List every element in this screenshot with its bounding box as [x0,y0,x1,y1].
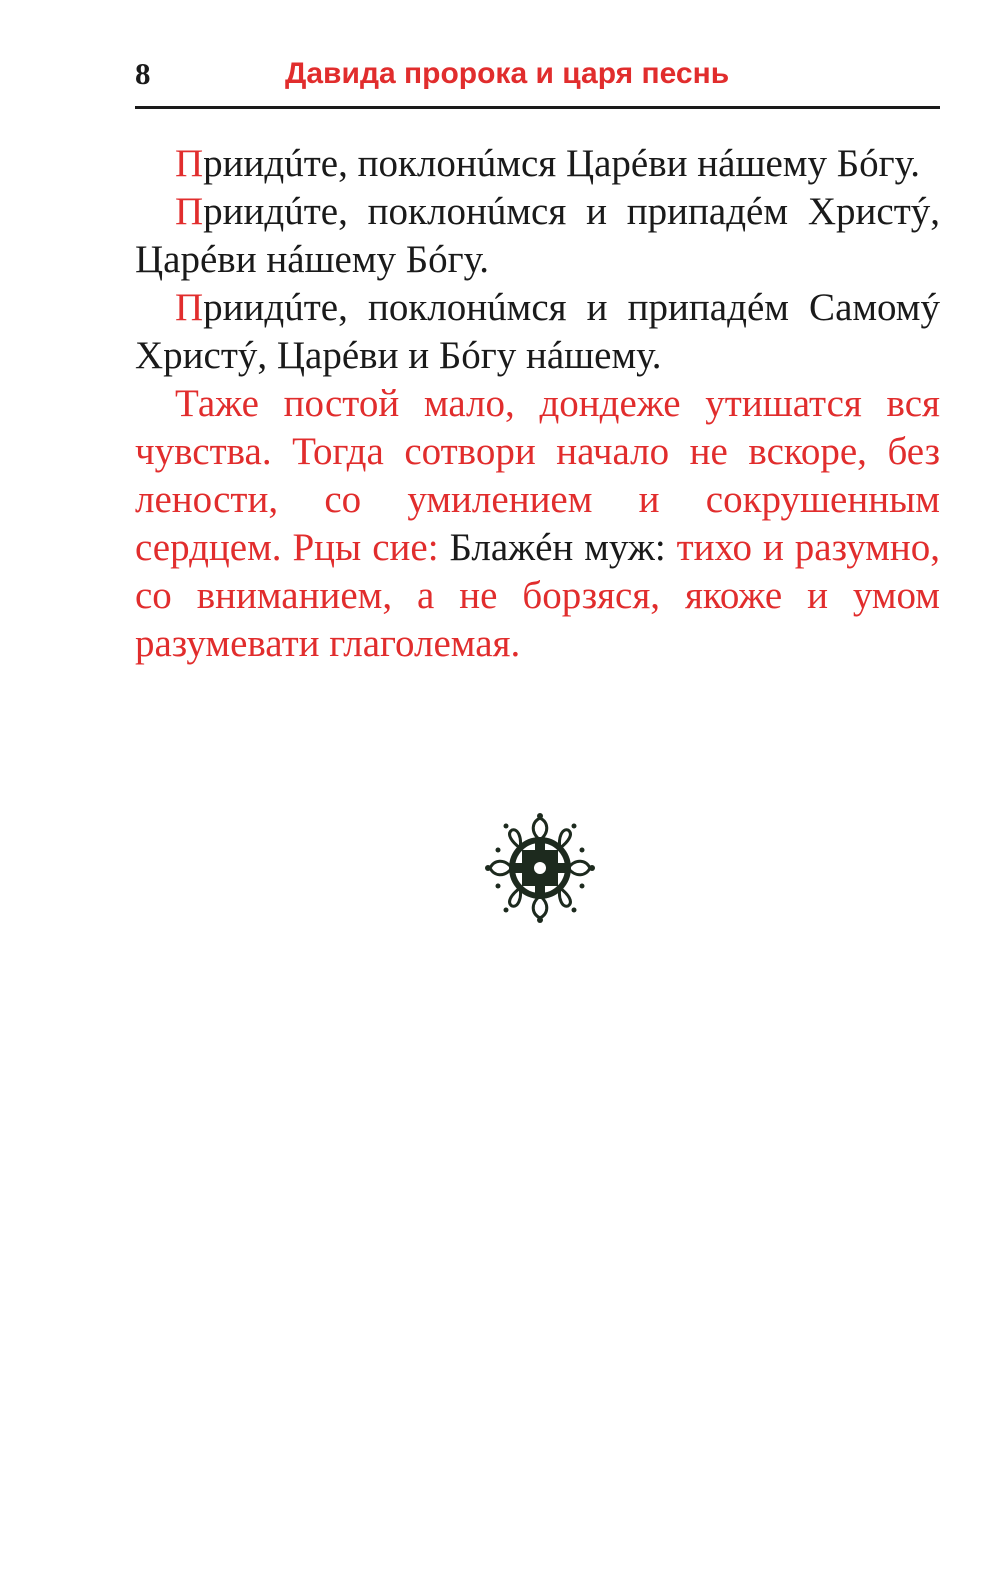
invocation-text: риидúте, поклонúмся и припадéм Христý, Царéви нáшему Бóгу. [135,190,940,281]
page-number: 8 [135,56,151,91]
invocation-paragraph-2 [135,188,940,284]
page-body [135,140,940,668]
cross-ornament-icon [484,812,596,924]
page-header [135,52,940,102]
invocation-text: риидúте, поклонúмся и припадéм Самомý Христý, Царéви и Бóгу нáшему. [135,286,940,377]
header-divider [135,106,940,109]
rubric-text: Таже постой мало, дондеже утишатся вся чувства. Тогда сотвори начало не вскоре, без лености, со умилением и сокрушенным сердцем. Рцы сие: [135,382,940,569]
rubric-instruction-paragraph [135,380,940,668]
red-initial: П [175,142,204,185]
invocation-paragraph-1 [135,140,940,188]
red-initial: П [175,190,204,233]
psalm-incipit: Блажéн муж: [449,526,677,569]
running-title: Давида пророка и царя песнь [285,57,730,90]
red-initial: П [175,286,204,329]
invocation-paragraph-3 [135,284,940,380]
invocation-text: риидúте, поклонúмся Царéви нáшему Бóгу. [203,142,920,185]
rubric-text-continued: тихо и разумно, со вниманием, а не борзяся, якоже и умом разумевати глаголемая. [135,526,940,665]
